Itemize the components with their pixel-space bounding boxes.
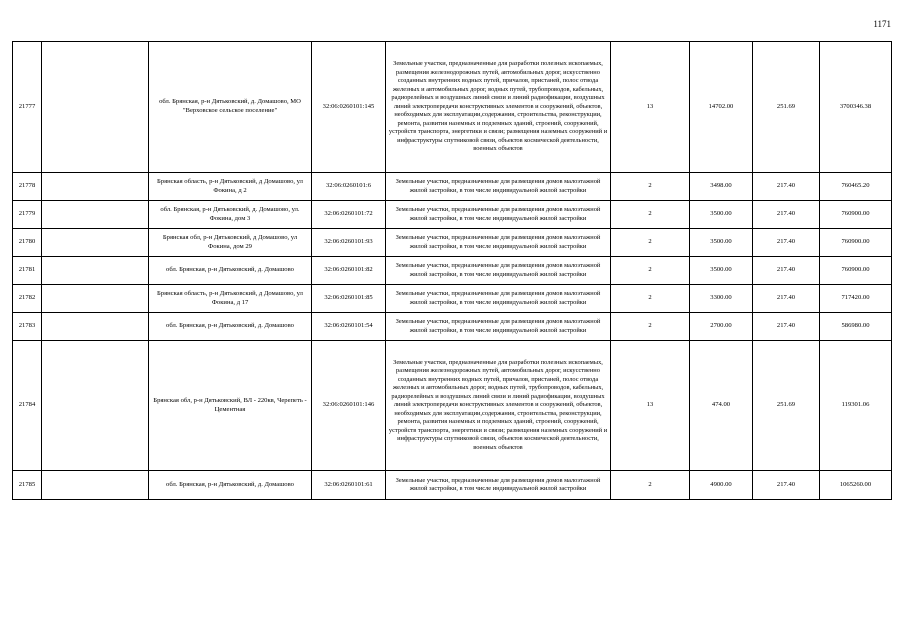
cell-cadastral-number: 32:06:0260101:145 [312,42,386,173]
cell-address: Брянская обл, р-н Дятьковский, д Домашово, ул Фокина, дом 29 [149,229,312,257]
cell-group: 2 [611,257,690,285]
table-row [13,313,892,341]
cell-cadastral-value: 1065260.00 [820,471,892,500]
cell-land-purpose: Земельные участки, предназначенные для размещения домов малоэтажной жилой застройки, в том числе индивидуальной жилой застройки [386,313,611,341]
cell-area: 4900.00 [690,471,753,500]
cell-area: 474.00 [690,341,753,471]
cell-rate: 217.40 [753,173,820,201]
cell-id: 21784 [13,341,42,471]
table-row [13,285,892,313]
cell-land-purpose: Земельные участки, предназначенные для разработки полезных ископаемых, размещения железнодорожных путей, автомобильных дорог, искусственно созданных внутренних водных путей, причалов, пристаней, полос отвода железных и автомобильных дорог, водных путей, трубопроводов, кабельных, радиорелейных и воздушных линий связи и линий радиофикации, воздушных линий электропередачи конструктивных элементов и сооружений, объектов, необходимых для эксплуатации,содержания, строительства, реконструкции, ремонта, развития наземных и подземных зданий, строений, сооружений, устройств транспорта, энергетики и связи; размещения наземных сооружений и инфраструктуры спутниковой связи, объектов космической деятельности, военных объектов [386,42,611,173]
cell-cadastral-value: 760900.00 [820,201,892,229]
cell-cadastral-value: 760465.20 [820,173,892,201]
cell-id: 21781 [13,257,42,285]
cell-group: 2 [611,201,690,229]
cell-blank [42,341,149,471]
cell-rate: 217.40 [753,201,820,229]
table-row [13,173,892,201]
cell-area: 3300.00 [690,285,753,313]
cell-land-purpose: Земельные участки, предназначенные для размещения домов малоэтажной жилой застройки, в том числе индивидуальной жилой застройки [386,201,611,229]
cell-cadastral-value: 717420.00 [820,285,892,313]
cell-blank [42,257,149,285]
cell-id: 21777 [13,42,42,173]
cell-cadastral-number: 32:06:0260101:85 [312,285,386,313]
cell-blank [42,285,149,313]
cell-address: Брянская обл, р-н Дятьковский, ВЛ - 220кв, Черепеть - Цементная [149,341,312,471]
cell-cadastral-number: 32:06:0260101:146 [312,341,386,471]
cell-cadastral-value: 586980.00 [820,313,892,341]
cell-cadastral-value: 760900.00 [820,257,892,285]
cell-blank [42,313,149,341]
cell-address: обл. Брянская, р-н Дятьковский, д. Домашово [149,257,312,285]
cell-id: 21779 [13,201,42,229]
cell-group: 2 [611,285,690,313]
cell-blank [42,471,149,500]
cell-rate: 217.40 [753,229,820,257]
cell-address: Брянская область, р-н Дятьковский, д Домашово, ул Фокина, д 17 [149,285,312,313]
cell-group: 2 [611,471,690,500]
cell-rate: 217.40 [753,285,820,313]
cell-address: Брянская область, р-н Дятьковский, д Домашово, ул Фокина, д 2 [149,173,312,201]
cell-group: 2 [611,173,690,201]
page-number: 1171 [873,19,891,29]
cell-cadastral-number: 32:06:0260101:6 [312,173,386,201]
cadastral-value-table [12,41,892,500]
cell-land-purpose: Земельные участки, предназначенные для размещения домов малоэтажной жилой застройки, в том числе индивидуальной жилой застройки [386,285,611,313]
cell-land-purpose: Земельные участки, предназначенные для разработки полезных ископаемых, размещения железнодорожных путей, автомобильных дорог, искусственно созданных внутренних водных путей, причалов, пристаней, полос отвода железных и автомобильных дорог, водных путей, трубопроводов, кабельных, радиорелейных и воздушных линий связи и линий радиофикации, воздушных линий электропередачи конструктивных элементов и сооружений, объектов, необходимых для эксплуатации,содержания, строительства, реконструкции, ремонта, развития наземных и подземных зданий, строений, сооружений, устройств транспорта, энергетики и связи; размещения наземных сооружений и инфраструктуры спутниковой связи, объектов космической деятельности, военных объектов [386,341,611,471]
cell-group: 13 [611,341,690,471]
cell-land-purpose: Земельные участки, предназначенные для размещения домов малоэтажной жилой застройки, в том числе индивидуальной жилой застройки [386,257,611,285]
cell-area: 14702.00 [690,42,753,173]
cell-cadastral-value: 3700346.38 [820,42,892,173]
cell-id: 21785 [13,471,42,500]
cell-blank [42,173,149,201]
table-row [13,471,892,500]
cell-area: 3500.00 [690,257,753,285]
cell-cadastral-number: 32:06:0260101:54 [312,313,386,341]
table-row [13,229,892,257]
cell-id: 21780 [13,229,42,257]
cell-blank [42,229,149,257]
cell-address: обл. Брянская, р-н Дятьковский, д. Домашово, МО "Верховское сельское поселение" [149,42,312,173]
table-row [13,201,892,229]
cell-rate: 217.40 [753,313,820,341]
cell-rate: 217.40 [753,471,820,500]
cell-area: 3500.00 [690,229,753,257]
cell-address: обл. Брянская, р-н Дятьковский, д. Домашово [149,313,312,341]
table-row [13,341,892,471]
table-body [13,42,892,500]
cell-group: 2 [611,313,690,341]
cell-group: 13 [611,42,690,173]
cell-blank [42,42,149,173]
cell-area: 2700.00 [690,313,753,341]
cell-id: 21783 [13,313,42,341]
cell-id: 21778 [13,173,42,201]
cell-cadastral-number: 32:06:0260101:93 [312,229,386,257]
cell-address: обл. Брянская, р-н Дятьковский, д. Домашово, ул. Фокина, дом 3 [149,201,312,229]
cell-cadastral-number: 32:06:0260101:82 [312,257,386,285]
table-row [13,42,892,173]
cell-cadastral-number: 32:06:0260101:72 [312,201,386,229]
cell-area: 3498.00 [690,173,753,201]
cell-cadastral-value: 760900.00 [820,229,892,257]
cell-rate: 251.69 [753,42,820,173]
cell-rate: 217.40 [753,257,820,285]
cell-blank [42,201,149,229]
cell-area: 3500.00 [690,201,753,229]
cell-cadastral-number: 32:06:0260101:61 [312,471,386,500]
cell-rate: 251.69 [753,341,820,471]
cell-land-purpose: Земельные участки, предназначенные для размещения домов малоэтажной жилой застройки, в том числе индивидуальной жилой застройки [386,173,611,201]
cell-id: 21782 [13,285,42,313]
cell-land-purpose: Земельные участки, предназначенные для размещения домов малоэтажной жилой застройки, в том числе индивидуальной жилой застройки [386,229,611,257]
cell-land-purpose: Земельные участки, предназначенные для размещения домов малоэтажной жилой застройки, в том числе индивидуальной жилой застройки [386,471,611,500]
cell-address: обл. Брянская, р-н Дятьковский, д. Домашово [149,471,312,500]
cell-cadastral-value: 119301.06 [820,341,892,471]
table-row [13,257,892,285]
cell-group: 2 [611,229,690,257]
